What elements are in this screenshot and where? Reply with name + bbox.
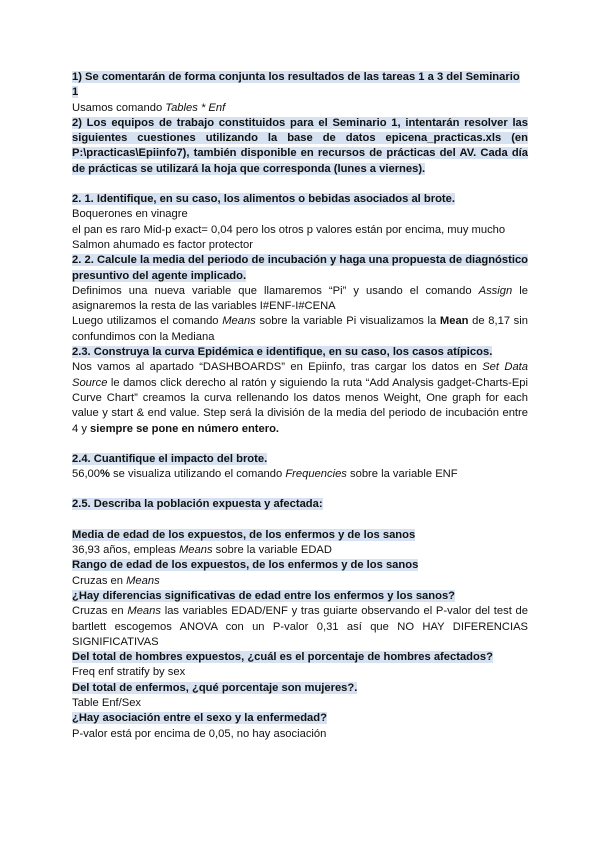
command-assign: Assign bbox=[478, 284, 513, 297]
question-2-3 bbox=[72, 345, 528, 360]
subquestion-text: Media de edad de los expuestos, de los enfermos y de los sanos bbox=[72, 528, 416, 541]
command-means: Means bbox=[127, 605, 161, 618]
question-2-1 bbox=[72, 192, 528, 207]
answer-text: Definimos una nueva variable que llamaremos “Pi” y usando el comando bbox=[72, 284, 479, 297]
answer-text: Nos vamos al apartado “DASHBOARDS” en Epiinfo, tras cargar los datos en bbox=[72, 361, 483, 374]
subquestion-text: ¿Hay asociación entre el sexo y la enfermedad? bbox=[72, 712, 327, 725]
subquestion-men-affected bbox=[72, 650, 528, 665]
command-frequencies: Frequencies bbox=[285, 468, 347, 481]
menu-set-data-source: Set Data Source bbox=[72, 361, 528, 389]
heading-seminar-results: 1) Se comentarán de forma conjunta los resultados de las tareas 1 a 3 del Seminario 1 bbox=[72, 71, 520, 99]
subquestion-text: Rango de edad de los expuestos, de los enfermos y de los sanos bbox=[72, 559, 419, 572]
answer-text: sobre la variable EDAD bbox=[212, 544, 332, 557]
answer-2-1-line-3: Salmon ahumado es factor protector bbox=[72, 238, 253, 251]
answer-text: Luego utilizamos el comando bbox=[72, 315, 223, 328]
answer-2-3 bbox=[72, 360, 528, 436]
question-2-4 bbox=[72, 452, 528, 467]
subquestion-text: ¿Hay diferencias significativas de edad entre los enfermos y los sanos? bbox=[72, 589, 455, 602]
subquestion-age-differences bbox=[72, 589, 528, 604]
document-body bbox=[72, 70, 528, 742]
answer-mean-age bbox=[72, 543, 528, 558]
answer-text: las variables EDAD/ENF y tras guiarte observando el P-valor del test de bartlett escogemos ANOVA con un P-valor 0,31 así que NO HAY DIFERENCIAS SIGNIFICATIVAS bbox=[72, 605, 528, 648]
answer-text: sobre la variable Pi visualizamos la bbox=[255, 315, 440, 328]
paragraph-3 bbox=[72, 116, 528, 177]
subquestion-sex-association bbox=[72, 711, 528, 726]
answer-2-1-line-1: Boquerones en vinagre bbox=[72, 208, 188, 221]
answer-2-1-line-2: el pan es raro Mid-p exact= 0,04 pero los otros p valores están por encima, muy mucho bbox=[72, 223, 506, 236]
paragraph-1 bbox=[72, 70, 528, 101]
answer-text: se visualiza utilizando el comando bbox=[109, 468, 286, 481]
answer-text: sobre la variable ENF bbox=[346, 468, 458, 481]
answer-2-2-para-1 bbox=[72, 284, 528, 315]
answer-2-2-para-2 bbox=[72, 314, 528, 345]
answer-women-percent: Table Enf/Sex bbox=[72, 696, 142, 709]
answer-text: Cruzas en bbox=[72, 605, 128, 618]
question-2-5-text: 2.5. Describa la población expuesta y afectada: bbox=[72, 498, 323, 511]
answer-age-range bbox=[72, 574, 528, 589]
impact-value: 56,00 bbox=[72, 468, 100, 481]
spacer bbox=[72, 177, 528, 192]
question-2-2 bbox=[72, 253, 528, 284]
subquestion-mean-age bbox=[72, 528, 528, 543]
heading-work-teams: 2) Los equipos de trabajo constituidos para el Seminario 1, intentarán resolver las siguientes cuestiones utilizando la base de datos epicena_practicas.xls (en P:\practicas\Epiinfo7), también disponible en recursos de prácticas del AV. Cada día de prácticas se utilizará la hoja que corresponda (lunes a viernes). bbox=[72, 116, 528, 175]
paragraph-2 bbox=[72, 101, 528, 116]
answer-text: le asignaremos la resta de las variables I#ENF-I#CENA bbox=[72, 284, 528, 313]
question-2-1-text: 2. 1. Identifique, en su caso, los alimentos o bebidas asociados al brote. bbox=[72, 193, 455, 206]
answer-text: de 8,17 sin confundimos con la Mediana bbox=[72, 315, 528, 343]
answer-men-affected: Freq enf stratify by sex bbox=[72, 666, 186, 679]
keyword-mean: Mean bbox=[439, 315, 469, 328]
question-2-4-text: 2.4. Cuantifique el impacto del brote. bbox=[72, 452, 268, 465]
spacer bbox=[72, 513, 528, 528]
spacer bbox=[72, 437, 528, 452]
command-tables: Tables * Enf bbox=[165, 101, 226, 114]
spacer bbox=[72, 482, 528, 497]
answer-2-4 bbox=[72, 467, 528, 482]
answer-text: 36,93 años, empleas bbox=[72, 544, 179, 557]
question-2-2-text: 2. 2. Calcule la media del periodo de incubación y haga una propuesta de diagnóstico presuntivo del agente implicado. bbox=[72, 254, 528, 282]
question-2-5 bbox=[72, 497, 528, 512]
command-means: Means bbox=[126, 574, 160, 587]
subquestion-women-percent bbox=[72, 681, 528, 696]
text-usamos: Usamos comando bbox=[72, 101, 166, 114]
command-means: Means bbox=[222, 315, 256, 328]
subquestion-text: Del total de hombres expuestos, ¿cuál es el porcentaje de hombres afectados? bbox=[72, 651, 493, 664]
answer-sex-association: P-valor está por encima de 0,05, no hay asociación bbox=[72, 727, 327, 740]
answer-age-differences bbox=[72, 604, 528, 650]
command-means: Means bbox=[178, 544, 213, 557]
answer-text: Cruzas en bbox=[72, 574, 127, 587]
emphasis-entero: siempre se pone en número entero. bbox=[90, 422, 280, 435]
subquestion-age-range bbox=[72, 558, 528, 573]
subquestion-text: Del total de enfermos, ¿qué porcentaje son mujeres?. bbox=[72, 681, 358, 694]
question-2-3-text: 2.3. Construya la curva Epidémica e identifique, en su caso, los casos atípicos. bbox=[72, 346, 493, 359]
answer-text: le damos click derecho al ratón y siguiendo la ruta “Add Analysis gadget-Charts-Epi Curve Chart” creamos la curva rellenando los datos menos Weight, One graph for each value y start & end value. Step será la división de la media del periodo de incubación entre 4 y bbox=[72, 376, 528, 435]
percent-sign: % bbox=[100, 468, 110, 481]
